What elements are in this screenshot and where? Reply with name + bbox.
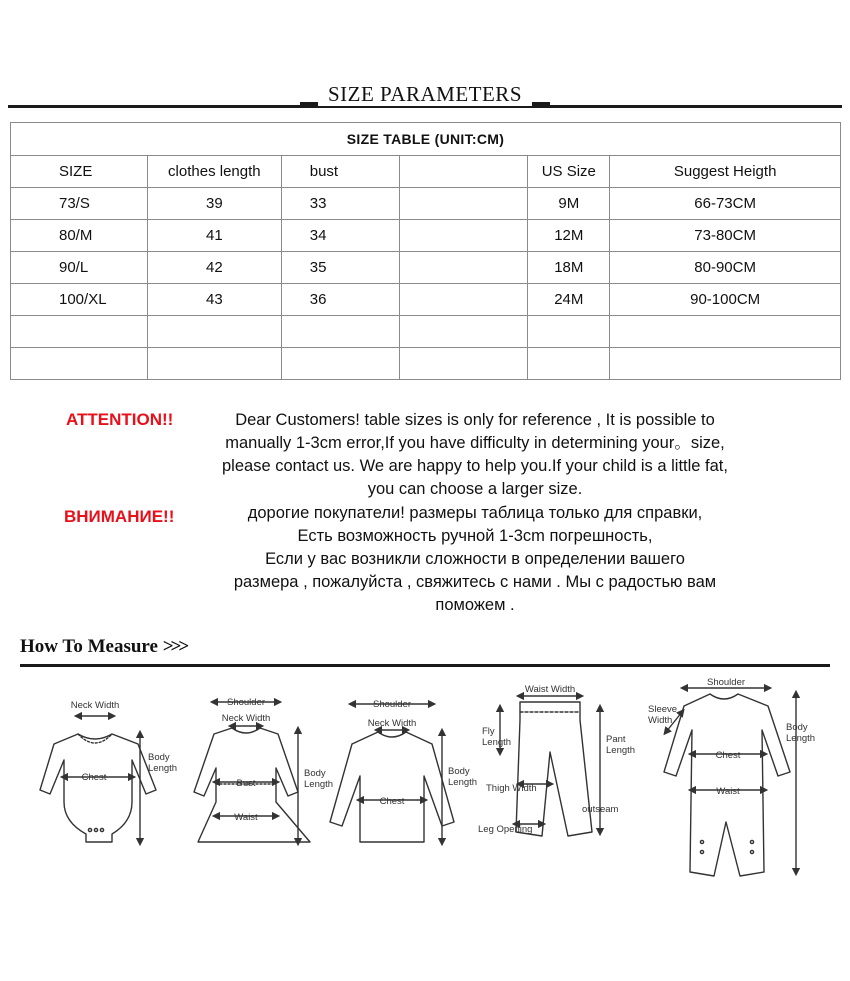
how-to-measure-heading bbox=[20, 636, 186, 658]
label-body-length: Body bbox=[304, 768, 326, 779]
header-cell: US Size bbox=[528, 156, 610, 188]
label-body-length: Body bbox=[148, 752, 170, 763]
header-cell: Suggest Heigth bbox=[610, 156, 841, 188]
how-to-measure-title: How To Measure bbox=[20, 636, 158, 657]
table-cell bbox=[281, 348, 399, 380]
label-neck-width: Neck Width bbox=[221, 713, 271, 724]
header-title-wrap bbox=[0, 82, 850, 107]
table-cell: 36 bbox=[281, 284, 399, 316]
table-cell: 33 bbox=[281, 188, 399, 220]
table-cell: 34 bbox=[281, 220, 399, 252]
table-cell: 42 bbox=[147, 252, 281, 284]
label-body-length: Length bbox=[448, 777, 478, 788]
table-cell: 80/M bbox=[11, 220, 148, 252]
table-cell: 100/XL bbox=[11, 284, 148, 316]
label-pant-length: Pant bbox=[606, 734, 626, 745]
label-waist: Waist bbox=[716, 786, 740, 797]
bodysuit-diagram bbox=[40, 700, 177, 842]
header-cell bbox=[399, 156, 528, 188]
table-cell bbox=[610, 316, 841, 348]
table-cell bbox=[399, 348, 528, 380]
notice-line: manually 1-3cm error,If you have difficulty in determining your。size, bbox=[225, 434, 725, 452]
table-cell: 90-100CM bbox=[610, 284, 841, 316]
table-cell: 12M bbox=[528, 220, 610, 252]
table-cell: 39 bbox=[147, 188, 281, 220]
label-neck-width: Neck Width bbox=[70, 700, 120, 711]
header-cell: SIZE bbox=[11, 156, 148, 188]
notice-line: Если у вас возникли сложности в определении вашего bbox=[265, 550, 685, 568]
table-cell: 41 bbox=[147, 220, 281, 252]
table-cell bbox=[399, 220, 528, 252]
table-cell bbox=[11, 348, 148, 380]
table-row bbox=[11, 188, 841, 220]
arrows-icon: >>> bbox=[162, 636, 187, 657]
label-body-length: Length bbox=[786, 733, 816, 744]
notice-line: you can choose a larger size. bbox=[367, 480, 583, 498]
label-waist-width: Waist Width bbox=[524, 684, 576, 695]
attention-label: ATTENTION!! bbox=[66, 410, 174, 429]
how-to-measure-rule bbox=[20, 664, 830, 667]
page-title: SIZE PARAMETERS bbox=[318, 82, 532, 106]
label-sleeve-width: Sleeve bbox=[648, 704, 678, 715]
table-cell bbox=[281, 316, 399, 348]
table-cell: 43 bbox=[147, 284, 281, 316]
label-pant-length: Length bbox=[606, 745, 636, 756]
table-cell: 18M bbox=[528, 252, 610, 284]
label-neck-width: Neck Width bbox=[367, 718, 417, 729]
table-cell bbox=[610, 348, 841, 380]
table-caption-row bbox=[11, 123, 841, 156]
size-table bbox=[10, 122, 841, 380]
label-waist: Waist bbox=[234, 812, 258, 823]
label-body-length: Length bbox=[304, 779, 334, 790]
table-cell: 73-80CM bbox=[610, 220, 841, 252]
table-row-empty bbox=[11, 348, 841, 380]
notice-line: please contact us. We are happy to help you.If your child is a little fat, bbox=[222, 457, 728, 475]
label-chest: Chest bbox=[379, 796, 405, 807]
table-cell bbox=[11, 316, 148, 348]
measurement-diagrams bbox=[20, 672, 830, 972]
table-cell bbox=[528, 348, 610, 380]
notice-russian bbox=[180, 502, 770, 617]
table-cell bbox=[147, 316, 281, 348]
header-cell: bust bbox=[281, 156, 399, 188]
header-cell: clothes length bbox=[147, 156, 281, 188]
label-bust: Bust bbox=[236, 778, 256, 789]
label-fly-length: Fly bbox=[482, 726, 495, 737]
notice-line: размера , пожалуйста , свяжитесь с нами . Мы с радостью вам bbox=[233, 573, 717, 591]
dress-diagram bbox=[194, 697, 333, 842]
label-shoulder: Shoulder bbox=[372, 699, 412, 710]
table-cell: 9M bbox=[528, 188, 610, 220]
table-cell: 80-90CM bbox=[610, 252, 841, 284]
attention-label-ru: ВНИМАНИЕ!! bbox=[64, 507, 175, 526]
pants-diagram bbox=[478, 684, 635, 836]
table-cell bbox=[528, 316, 610, 348]
notice-line: поможем . bbox=[435, 596, 515, 614]
label-chest: Chest bbox=[81, 772, 107, 783]
top-diagram bbox=[330, 699, 477, 842]
table-cell: 24M bbox=[528, 284, 610, 316]
label-shoulder: Shoulder bbox=[226, 697, 266, 708]
table-cell bbox=[399, 284, 528, 316]
label-shoulder: Shoulder bbox=[706, 677, 746, 688]
table-cell bbox=[399, 188, 528, 220]
table-header-row bbox=[11, 156, 841, 188]
table-row bbox=[11, 252, 841, 284]
table-caption: SIZE TABLE (UNIT:CM) bbox=[11, 123, 841, 156]
notice-line: Есть возможность ручной 1-3cm погрешность, bbox=[297, 527, 653, 545]
table-row-empty bbox=[11, 316, 841, 348]
notice-line: Dear Customers! table sizes is only for reference , It is possible to bbox=[235, 411, 715, 429]
table-cell: 90/L bbox=[11, 252, 148, 284]
label-leg-opening: Leg Opening bbox=[478, 824, 533, 835]
table-cell: 73/S bbox=[11, 188, 148, 220]
label-thigh-width: Thigh Width bbox=[486, 783, 537, 794]
label-body-length: Body bbox=[448, 766, 470, 777]
notice-line: дорогие покупатели! размеры таблица только для справки, bbox=[247, 504, 703, 522]
table-cell: 35 bbox=[281, 252, 399, 284]
label-chest: Chest bbox=[715, 750, 741, 761]
label-outseam: outseam bbox=[582, 804, 619, 815]
table-cell bbox=[147, 348, 281, 380]
table-cell bbox=[399, 316, 528, 348]
label-body-length: Body bbox=[786, 722, 808, 733]
label-fly-length: Length bbox=[482, 737, 512, 748]
size-parameters-header bbox=[0, 80, 850, 110]
romper-diagram bbox=[648, 677, 815, 876]
table-row bbox=[11, 284, 841, 316]
table-row bbox=[11, 220, 841, 252]
label-sleeve-width: Width bbox=[648, 715, 673, 726]
table-cell: 66-73CM bbox=[610, 188, 841, 220]
table-cell bbox=[399, 252, 528, 284]
label-body-length: Length bbox=[148, 763, 178, 774]
notice-english bbox=[180, 409, 770, 501]
